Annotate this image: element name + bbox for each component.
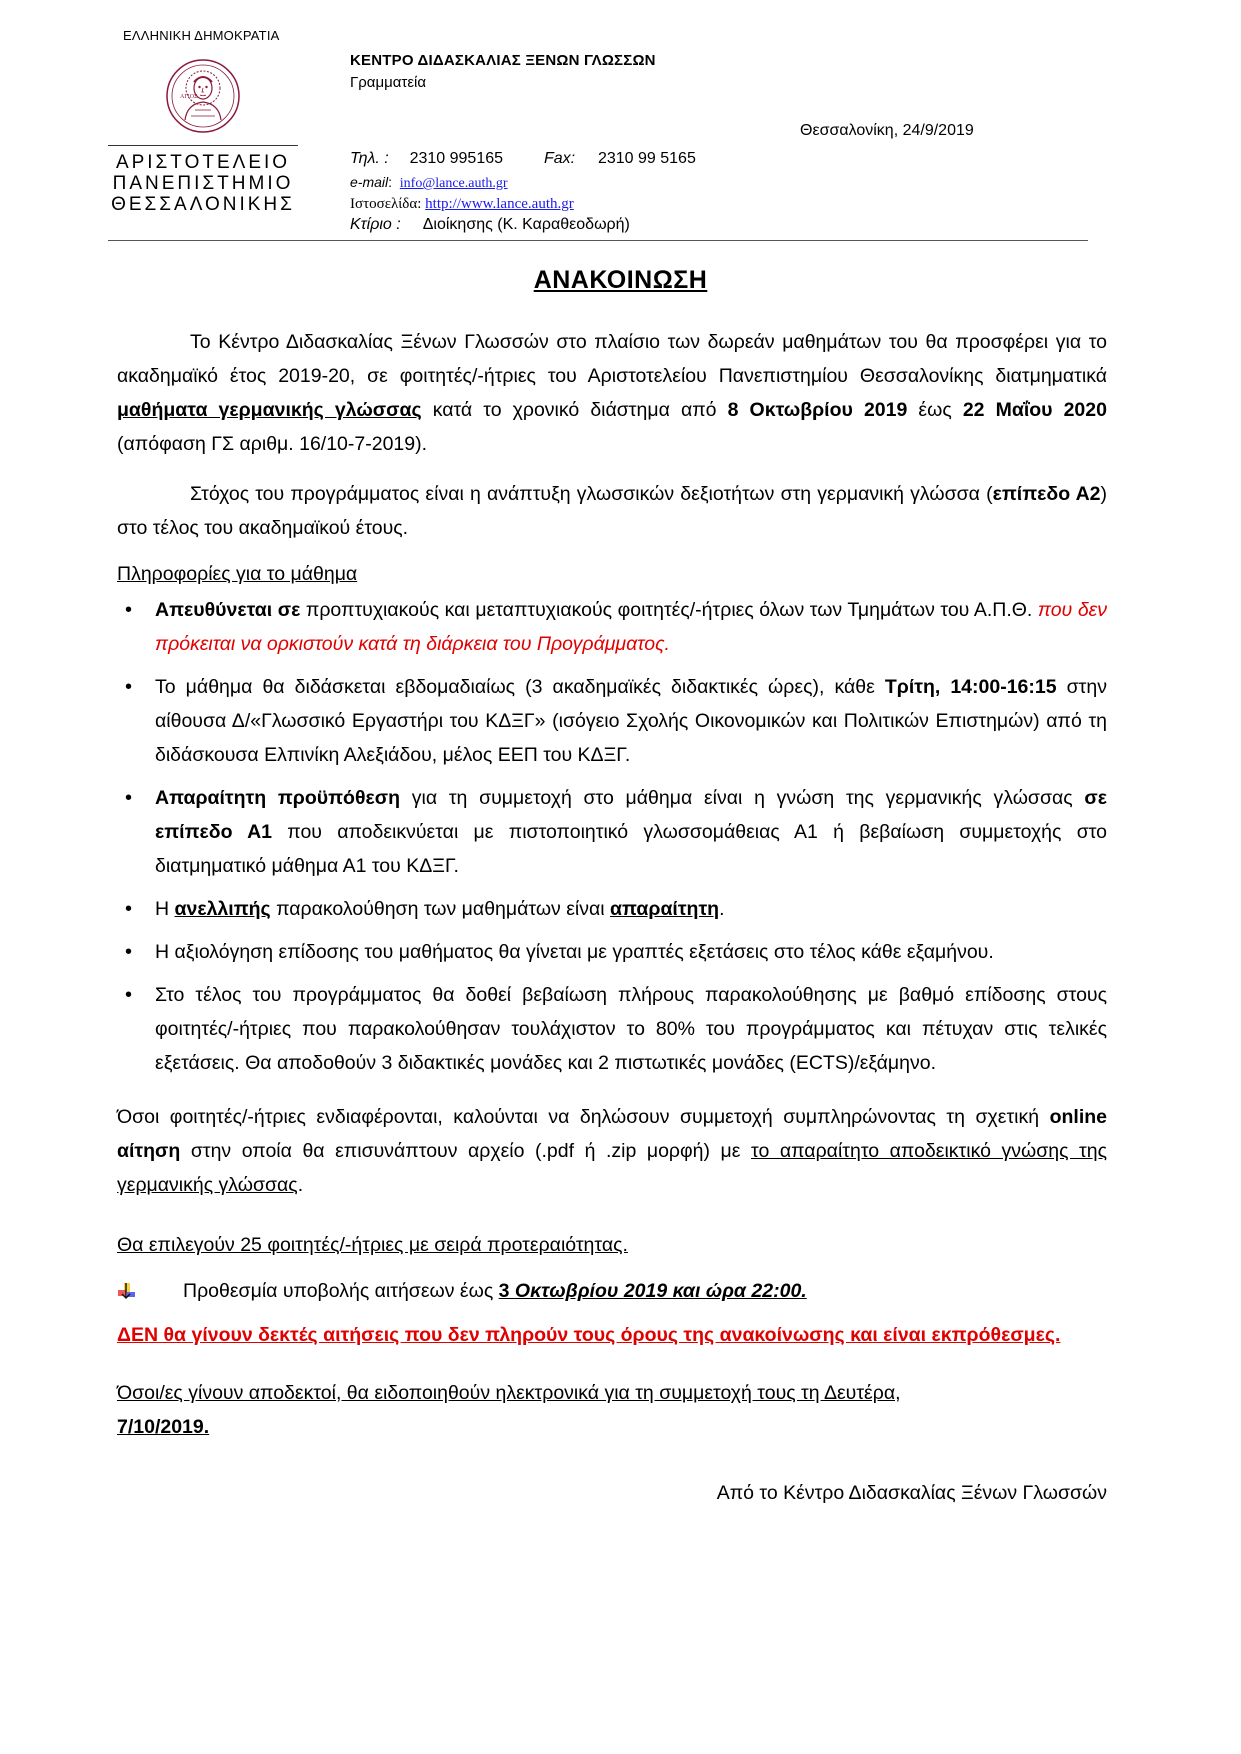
selection-note: Θα επιλεγούν 25 φοιτητές/-ήτριες με σειρά προτεραιότητας. xyxy=(117,1234,628,1256)
text: Όσοι φοιτητές/-ήτριες ενδιαφέρονται, καλούνται να δηλώσουν συμμετοχή συμπληρώνοντας τη σχετική xyxy=(117,1106,1050,1128)
announcement-body xyxy=(117,325,1107,1510)
text: κατά το χρονικό διάστημα από xyxy=(421,399,728,421)
website-label: Ιστοσελίδα: xyxy=(350,196,422,212)
building-value: Διοίκησης (Κ. Καραθεοδωρή) xyxy=(422,216,630,233)
university-seal-logo xyxy=(165,58,241,134)
document-date: Θεσσαλονίκη, 24/9/2019 xyxy=(800,122,974,139)
tel-label: Τηλ. : xyxy=(350,150,389,167)
announcement-title: ΑΝΑΚΟΙΝΩΣΗ xyxy=(533,266,708,294)
warning-note: ΔΕΝ θα γίνουν δεκτές αιτήσεις που δεν πληρούν τους όρους της ανακοίνωσης και είναι εκπρόθεσμες. xyxy=(117,1324,1061,1346)
text: έως xyxy=(907,399,963,421)
website-line xyxy=(350,196,574,213)
text: απαραίτητη xyxy=(610,898,720,920)
text: Απευθύνεται σε xyxy=(155,599,301,621)
text: ανελλιπής xyxy=(174,898,271,920)
university-name-line: ΑΡΙΣΤΟΤΕΛΕΙΟ xyxy=(115,152,291,173)
tel-value: 2310 995165 xyxy=(409,150,504,167)
text: Στόχος του προγράμματος είναι η ανάπτυξη γλωσσικών δεξιοτήτων στη γερμανική γλώσσα ( xyxy=(190,483,993,505)
list-item xyxy=(117,593,1107,661)
svg-text:ΑΓΙΟΣ: ΑΓΙΟΣ xyxy=(180,94,198,100)
start-date: 8 Οκτωβρίου 2019 xyxy=(727,399,908,421)
phone-fax-line xyxy=(350,150,696,168)
university-name-line: ΠΑΝΕΠΙΣΤΗΜΙΟ xyxy=(112,173,294,194)
center-subtitle: Γραμματεία xyxy=(350,74,427,91)
required-proof: το απαραίτητο αποδεικτικό γνώσης της γερμανικής γλώσσας xyxy=(117,1140,1107,1196)
text: . xyxy=(719,898,725,920)
end-date: 22 Μαΐου 2020 xyxy=(962,399,1107,421)
email-label: e-mail xyxy=(350,174,389,190)
website-link[interactable]: http://www.lance.auth.gr xyxy=(425,196,574,212)
text: Απαραίτητη προϋπόθεση xyxy=(155,787,401,809)
building-line xyxy=(350,216,630,234)
email-line: e-mail: info@lance.auth.gr xyxy=(350,174,508,191)
fax-value: 2310 99 5165 xyxy=(597,150,696,167)
email-link[interactable]: info@lance.auth.gr xyxy=(399,176,508,191)
schedule: Τρίτη, 14:00-16:15 xyxy=(884,676,1057,698)
building-label: Κτίριο : xyxy=(350,216,401,233)
list-item xyxy=(117,781,1107,883)
text: για τη συμμετοχή στο μάθημα είναι η γνώση της γερμανικής γλώσσας xyxy=(400,787,1085,809)
required-level: σε επίπεδο Α1 xyxy=(155,787,1107,843)
signature: Από το Κέντρο Διδασκαλίας Ξένων Γλωσσών xyxy=(716,1482,1107,1504)
target-level: επίπεδο Α2 xyxy=(992,483,1101,505)
list-item: • Στο τέλος του προγράμματος θα δοθεί βεβαίωση πλήρους παρακολούθησης με βαθμό επίδοσης στους φοιτητές/-ήτριες που παρακολούθησαν τουλάχιστον το 80% του προγράμματος και πέτυχαν στις τελικές εξετάσεις. Θα αποδοθούν 3 διδακτικές μονάδες και 2 πιστωτικές μονάδες (ECTS)/εξάμηνο. xyxy=(117,978,1107,1080)
text: Το Κέντρο Διδασκαλίας Ξένων Γλωσσών στο πλαίσιο των δωρεάν μαθημάτων του θα προσφέρει για το ακαδημαϊκό έτος 2019-20, σε φοιτητές/-ήτριες του Αριστοτελείου Πανεπιστημίου Θεσσαλονίκης διατμηματικά xyxy=(117,331,1107,387)
header-divider xyxy=(108,240,1088,241)
text: προπτυχιακούς και μεταπτυχιακούς φοιτητές/-ήτριες όλων των Τμημάτων του Α.Π.Θ. xyxy=(300,599,1038,621)
list-item: • Η αξιολόγηση επίδοσης του μαθήματος θα γίνεται με γραπτές εξετάσεις στο τέλος κάθε εξαμήνου. xyxy=(117,935,1107,969)
intro-paragraph xyxy=(117,325,1107,461)
oath-note: που δεν πρόκειται να ορκιστούν κατά τη διάρκεια του Προγράμματος. xyxy=(155,599,1107,655)
notification-date: 7/10/2019. xyxy=(117,1416,210,1438)
fax-label: Fax: xyxy=(543,150,576,167)
text: (απόφαση ΓΣ αριθμ. 16/10-7-2019). xyxy=(117,433,428,455)
notification-paragraph xyxy=(117,1376,1107,1444)
info-list xyxy=(117,593,1107,1080)
text: Προθεσμία υποβολής αιτήσεων έως xyxy=(183,1280,499,1302)
text: στην αίθουσα Δ/«Γλωσσικό Εργαστήρι του ΚΔΞΓ» (ισόγειο Σχολής Οικονομικών και Πολιτικών Επιστημών) από τη διδάσκουσα Ελπινίκη Αλεξιάδου, μέλος ΕΕΠ του ΚΔΞΓ. xyxy=(155,676,1107,766)
text: Η xyxy=(155,898,175,920)
info-heading: Πληροφορίες για το μάθημα xyxy=(117,563,358,585)
deadline-date: 3 xyxy=(498,1280,515,1302)
arrow-down-icon xyxy=(117,1283,135,1301)
republic-label: ΕΛΛΗΝΙΚΗ ΔΗΜΟΚΡΑΤΙΑ xyxy=(123,28,280,43)
online-application: online αίτηση xyxy=(117,1106,1107,1162)
text: παρακολούθηση των μαθημάτων είναι xyxy=(270,898,611,920)
deadline-date: Οκτωβρίου 2019 και ώρα 22:00. xyxy=(514,1280,807,1302)
university-name-line: ΘΕΣΣΑΛΟΝΙΚΗΣ xyxy=(111,194,295,215)
text: . xyxy=(297,1174,304,1196)
center-name: ΚΕΝΤΡΟ ΔΙΔΑΣΚΑΛΙΑΣ ΞΕΝΩΝ ΓΛΩΣΣΩΝ xyxy=(350,52,656,69)
application-paragraph xyxy=(117,1100,1107,1202)
logo-divider xyxy=(108,145,298,146)
text: Όσοι/ες γίνουν αποδεκτοί, θα ειδοποιηθούν ηλεκτρονικά για τη συμμετοχή τους τη Δευτέρα, xyxy=(117,1382,901,1404)
deadline-line xyxy=(117,1274,1107,1308)
list-item xyxy=(117,670,1107,772)
course-highlight: μαθήματα γερμανικής γλώσσας xyxy=(117,399,422,421)
text: Το μάθημα θα διδάσκεται εβδομαδιαίως (3 ακαδημαϊκές διδακτικές ώρες), κάθε xyxy=(155,676,885,698)
text: που αποδεικνύεται με πιστοποιητικό γλωσσομάθειας Α1 ή βεβαίωση συμμετοχής στο διατμηματικό μάθημα Α1 του ΚΔΞΓ. xyxy=(155,821,1107,877)
text: ) στο τέλος του ακαδημαϊκού έτους. xyxy=(117,483,1107,539)
university-name xyxy=(108,152,298,215)
goal-paragraph xyxy=(117,477,1107,545)
list-item xyxy=(117,892,1107,926)
text: στην οποία θα επισυνάπτουν αρχείο (.pdf ή .zip μορφή) με xyxy=(180,1140,752,1162)
